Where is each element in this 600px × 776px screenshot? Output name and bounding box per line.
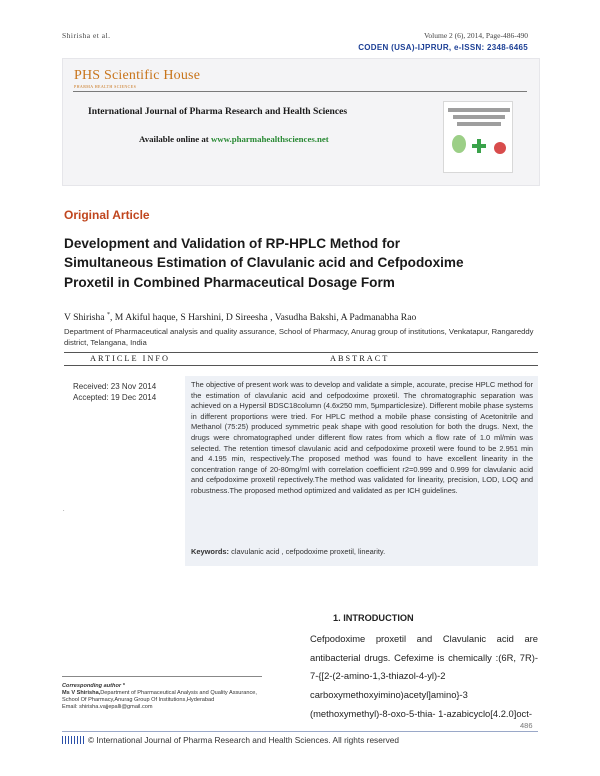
article-dates bbox=[73, 381, 156, 403]
journal-title: International Journal of Pharma Research and Health Sciences bbox=[88, 106, 348, 117]
accepted-date: Accepted: 19 Dec 2014 bbox=[73, 393, 157, 402]
intro-line: 7-{[2-(2-amino-1,3-thiazol-4-yl)-2 bbox=[310, 670, 446, 682]
volume-line: Volume 2 (6), 2014, Page-486-490 bbox=[423, 31, 528, 40]
pharmacy-cross-icon bbox=[472, 139, 486, 153]
intro-line: carboxymethoxyimino)acetyl]amino}-3 bbox=[310, 689, 468, 701]
journal-website-link[interactable]: www.pharmahealthsciences.net bbox=[210, 134, 329, 144]
intro-line: antibacterial drugs. Cefexime is chemically :(6R, 7R)- bbox=[310, 651, 538, 663]
cover-title-bar bbox=[453, 115, 505, 119]
introduction-text bbox=[310, 630, 538, 724]
correspondence-heading: Corresponding author * bbox=[62, 683, 125, 689]
banner-divider bbox=[73, 91, 527, 92]
footer bbox=[62, 735, 399, 745]
correspondence-name: Ms V Shirisha, bbox=[62, 690, 101, 697]
correspondence-affiliation: Department of Pharmaceutical Analysis and Quality Assurance, School Of Pharmacy,Anurag Group Of Institutions,Hyderabad bbox=[62, 690, 257, 704]
abstract-heading: ABSTRACT bbox=[330, 354, 390, 363]
other-authors: , M Akiful haque, S Harshini, D Sireesha , Vasudha Bakshi, A Padmanabha Rao bbox=[110, 312, 417, 324]
section-header-bar bbox=[64, 352, 538, 366]
availability-prefix: Available online at bbox=[139, 134, 211, 144]
corresponding-mark: * bbox=[107, 312, 110, 318]
author-affiliation: Department of Pharmaceutical analysis and quality assurance, School of Pharmacy, Anurag group of institutions, Venkatapur, Rangareddy district, Telangana, India bbox=[64, 327, 534, 347]
article-title: Development and Validation of RP-HPLC Method for Simultaneous Estimation of Clavulanic acid and Cefpodoxime Proxetil in Combined Pharmaceutical Dosage Form bbox=[64, 236, 464, 290]
intro-line: Cefpodoxime proxetil and Clavulanic acid are bbox=[310, 633, 538, 644]
publisher-tagline: PHARMA HEALTH SCIENCES bbox=[74, 84, 137, 89]
correspondence-address bbox=[62, 690, 272, 704]
first-author: V Shirisha bbox=[64, 312, 107, 324]
intro-line: (methoxymethyl)-8-oxo-5-thia- 1-azabicyclo[4.2.0]oct- bbox=[310, 707, 532, 719]
cover-leaf-icon bbox=[452, 135, 466, 153]
footer-rule bbox=[62, 731, 538, 732]
stray-dot: . bbox=[63, 507, 65, 513]
coden-line: CODEN (USA)-IJPRUR, e-ISSN: 2348-6465 bbox=[358, 43, 528, 52]
barcode-icon bbox=[62, 736, 86, 744]
article-type: Original Article bbox=[64, 208, 150, 222]
correspondence-email[interactable]: Email: shirisha.vajjepalli@gmail.com bbox=[62, 704, 153, 711]
author-list bbox=[64, 312, 416, 323]
correspondence-block bbox=[62, 683, 272, 711]
received-date: Received: 23 Nov 2014 bbox=[73, 382, 157, 391]
running-header-volume bbox=[358, 31, 528, 52]
cover-capsule-icon bbox=[494, 142, 506, 154]
copyright-notice: © International Journal of Pharma Research and Health Sciences. All rights reserved bbox=[88, 735, 399, 745]
keywords-list: clavulanic acid , cefpodoxime proxetil, linearity. bbox=[229, 547, 386, 556]
publisher-logo: PHS Scientific House bbox=[74, 68, 201, 83]
journal-banner bbox=[62, 58, 540, 186]
introduction-heading: 1. INTRODUCTION bbox=[333, 613, 414, 623]
page-number: 486 bbox=[520, 721, 533, 730]
keywords-label: Keywords: bbox=[191, 547, 230, 556]
availability-line bbox=[139, 134, 329, 144]
correspondence-rule bbox=[62, 676, 262, 677]
journal-cover-thumbnail bbox=[443, 101, 513, 173]
cover-title-bar bbox=[457, 122, 501, 126]
article-info-heading: ARTICLE INFO bbox=[90, 354, 170, 363]
abstract-box bbox=[185, 376, 538, 566]
running-header-authors: Shirisha et al. bbox=[62, 31, 111, 40]
cover-title-bar bbox=[448, 108, 510, 112]
abstract-text: The objective of present work was to develop and validate a simple, accurate, precise HPLC method for the estimation of clavulanic acid and cefpodoxime proxetil. The chromatographic separation was achieved on a Hypersil BDSC18column (4.6x250 mm, 5μmparticlesize). Different mobile phase systems in different proportions were tried. For HPLC method a mobile phase consisting of Acetonitrile and Methanol (75:25) produced symmetric peak shape with good resolution for both the drugs. Next, the drugs were chromatographed under different flow rates from which a flow rate of 1.0 ml/min was selected. The retention timesof clavulanic acid and cefpodoxime proxetil were found to be 2.951 min and 4.195 min, respectively.The proposed method was found to have excellent linearity in the concentration range of 20-80mg/ml with correlation coefficient r2=0.999 and 0.999 for clavulanic acid and cefpodoxime proxetil repectively.The method was validated for linearity, precision, LOD, LOQ and robustness.The proposed method optimized and validated as per ICH guidelines. bbox=[191, 380, 533, 495]
keywords bbox=[191, 547, 533, 556]
